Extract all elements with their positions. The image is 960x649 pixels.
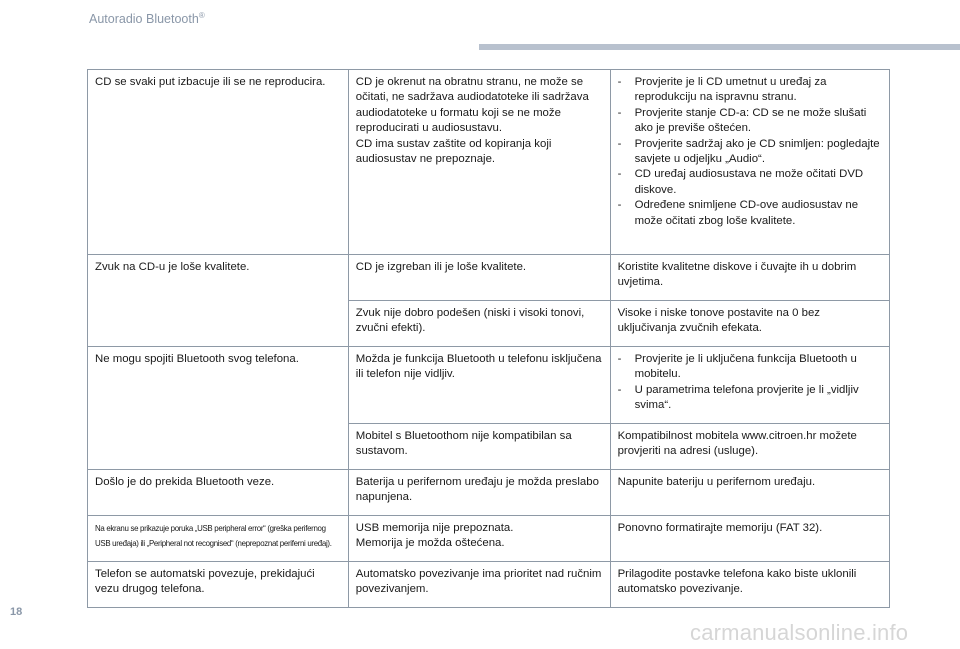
problem-cell: Telefon se automatski povezuje, prekidajući vezu drugog telefona. [88,562,349,608]
solution-cell [610,70,889,255]
problem-cell: Došlo je do prekida Bluetooth veze. [88,470,349,516]
cause-cell: Baterija u perifernom uređaju je možda preslabo napunjena. [348,470,610,516]
problem-cell: CD se svaki put izbacuje ili se ne reproducira. [88,70,349,255]
solution-item: - Određene snimljene CD-ove audiosustav ne može očitati zbog loše kvalitete. [618,198,882,229]
solution-cell: Prilagodite postavke telefona kako biste uklonili automatsko povezivanje. [610,562,889,608]
cause-cell: Mobitel s Bluetoothom nije kompatibilan sa sustavom. [348,424,610,470]
solution-cell: Napunite bateriju u perifernom uređaju. [610,470,889,516]
problem-cell: Zvuk na CD-u je loše kvalitete. [88,255,349,347]
cause-cell: USB memorija nije prepoznata. Memorija je možda oštećena. [348,516,610,562]
table-row [88,70,890,255]
header-bar [479,44,960,50]
usb-error-message: Na ekranu se prikazuje poruka „USB peripheral error“ (greška perifernog USB uređaja) ili „Peripheral not recognised“ (neprepoznat periferni uređaj). [95,523,332,548]
cause-cell: Možda je funkcija Bluetooth u telefonu isključena ili telefon nije vidljiv. [348,347,610,424]
solution-cell: Koristite kvalitetne diskove i čuvajte ih u dobrim uvjetima. [610,255,889,301]
solution-item: - Provjerite sadržaj ako je CD snimljen: pogledajte savjete u odjeljku „Audio“. [618,137,882,168]
cause-cell: CD je okrenut na obratnu stranu, ne može se očitati, ne sadržava audiodatoteke ili sadržava audiodatoteke u formatu koji se ne može reproducirati u audiosustavu. CD ima sustav zaštite od kopiranja koji audiosustav ne prepoznaje. [348,70,610,255]
cause-cell: Automatsko povezivanje ima prioritet nad ručnim povezivanjem. [348,562,610,608]
cause-cell: Zvuk nije dobro podešen (niski i visoki tonovi, zvučni efekti). [348,301,610,347]
page-number: 18 [10,606,23,618]
solution-item: - U parametrima telefona provjerite je li „vidljiv svima“. [618,383,882,414]
watermark: carmanualsonline.info [690,620,909,645]
problem-cell: Ne mogu spojiti Bluetooth svog telefona. [88,347,349,470]
troubleshooting-table [87,69,890,608]
solution-item: - Provjerite je li uključena funkcija Bluetooth u mobitelu. [618,352,882,383]
solution-item: - CD uređaj audiosustava ne može očitati DVD diskove. [618,167,882,198]
cause-cell: CD je izgreban ili je loše kvalitete. [348,255,610,301]
problem-cell [88,516,349,562]
table-row [88,562,890,608]
solution-cell [610,347,889,424]
table-row [88,516,890,562]
solution-cell: Visoke i niske tonove postavite na 0 bez uključivanja zvučnih efekata. [610,301,889,347]
solution-cell: Kompatibilnost mobitela www.citroen.hr možete provjeriti na adresi (usluge). [610,424,889,470]
table-row [88,470,890,516]
solution-item: - Provjerite stanje CD-a: CD se ne može slušati ako je previše oštećen. [618,106,882,137]
table-row [88,255,890,301]
solution-cell: Ponovno formatirajte memoriju (FAT 32). [610,516,889,562]
table-row [88,347,890,424]
section-title: Autoradio Bluetooth® [89,11,205,27]
solution-item: - Provjerite je li CD umetnut u uređaj za reprodukciju na ispravnu stranu. [618,75,882,106]
